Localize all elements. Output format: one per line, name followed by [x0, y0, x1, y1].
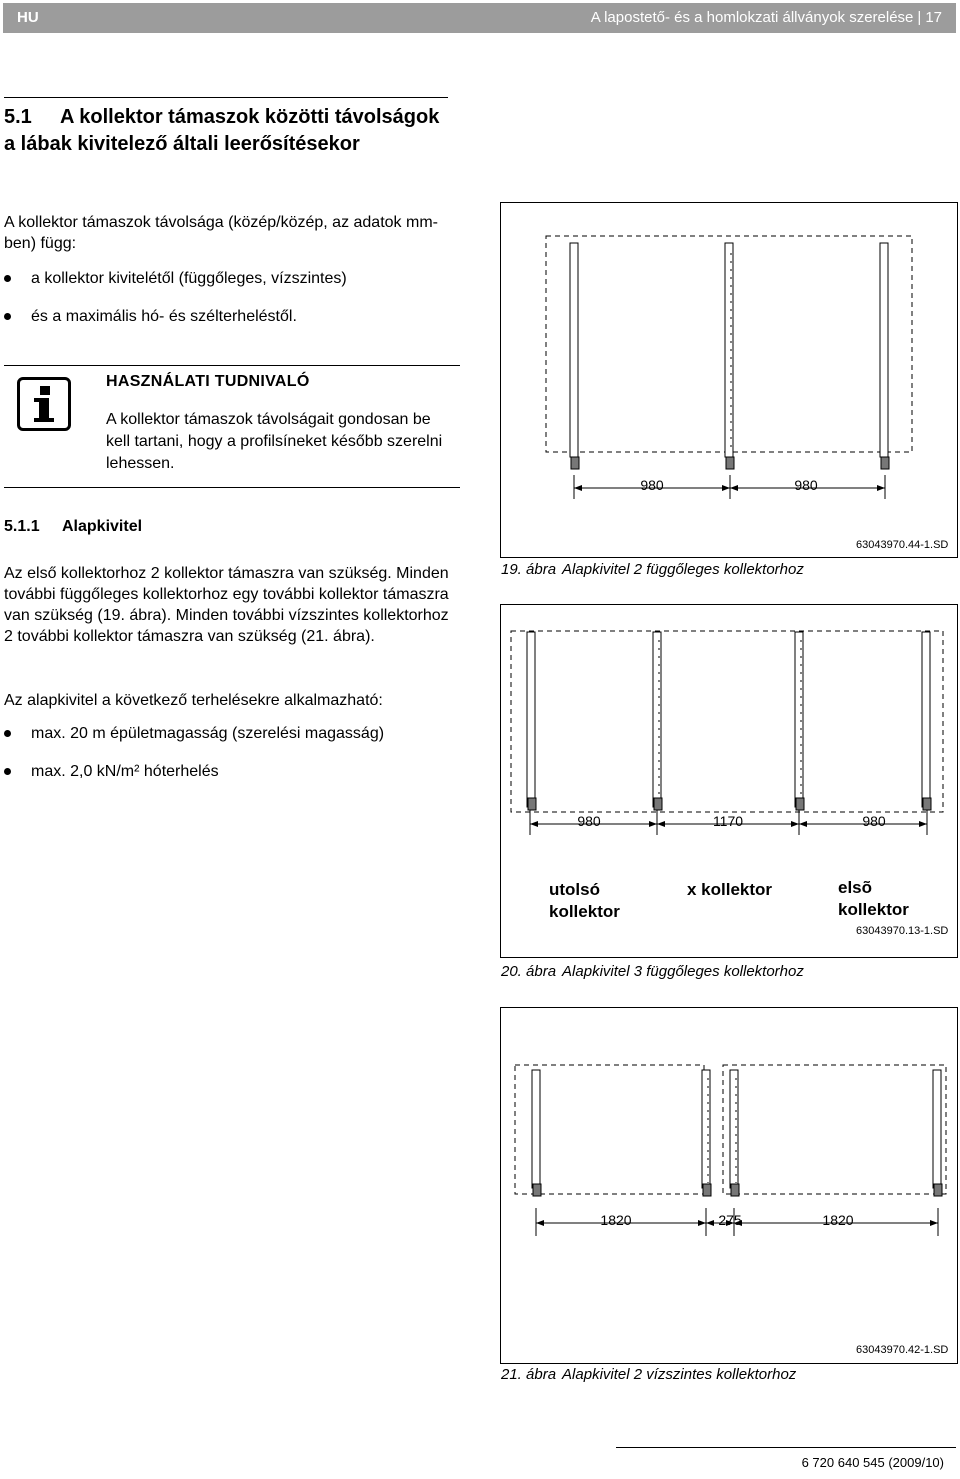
subsection-paragraph: Az első kollektorhoz 2 kollektor támaszra van szükség. Minden további függőleges kollektorhoz egy további kollektor támaszra van szükség (19. ábra). Minden további vízszintes kollektorhoz 2 további kollektor támaszra van szükség (21. ábra).: [4, 565, 449, 645]
figure-21: [500, 1007, 958, 1364]
note-top-rule: [4, 365, 460, 366]
footer-doc-number: 6 720 640 545 (2009/10): [801, 1455, 944, 1470]
language-code: HU: [17, 9, 39, 26]
caption-label: 19. ábra: [501, 561, 557, 578]
info-icon: [17, 377, 71, 431]
bullet-dot: [4, 275, 11, 282]
figure-20: [500, 604, 958, 958]
chapter-title: A lapostető- és a homlokzati állványok szerelése: [590, 9, 914, 26]
page-number: 17: [925, 9, 942, 26]
dimension-label: 980: [577, 813, 601, 829]
dimension-label: 275: [718, 1212, 742, 1228]
collector-support: [880, 243, 889, 469]
figure-21-drawing: [501, 1008, 959, 1365]
section-intro: A kollektor támaszok távolsága (közép/közép, az adatok mm-ben) függ:: [4, 214, 438, 252]
collector-support: [702, 1070, 711, 1196]
subsection-number: 5.1.1: [4, 518, 40, 535]
figure-19-drawing: [501, 203, 959, 559]
subsection-heading: [4, 518, 142, 536]
dimension-label: 1820: [822, 1212, 854, 1228]
footer-rule: [616, 1447, 956, 1448]
bullet-text: max. 2,0 kN/m² hóterhelés: [31, 763, 219, 780]
page-header: [3, 3, 956, 33]
figure-caption: [501, 963, 804, 980]
dimension-label: 980: [862, 813, 886, 829]
collector-support: [532, 1070, 541, 1196]
caption-text: Alapkivitel 2 függőleges kollektorhoz: [562, 561, 804, 578]
subsection-paragraph-2: Az alapkivitel a következő terhelésekre alkalmazható:: [4, 692, 383, 709]
section-heading: [4, 104, 444, 158]
bullet-dot: [4, 730, 11, 737]
caption-text: Alapkivitel 2 vízszintes kollektorhoz: [562, 1366, 797, 1383]
figure-caption: [501, 561, 804, 578]
subsection-title: Alapkivitel: [62, 518, 143, 535]
dimension-label: 1820: [600, 1212, 632, 1228]
bullet-text: max. 20 m épületmagasság (szerelési magasság): [31, 725, 385, 742]
collector-support: [795, 632, 804, 810]
note-body: A kollektor támaszok távolságait gondosan be kell tartani, hogy a profilsíneket később szerelni lehessen.: [106, 411, 443, 472]
collector-support: [653, 632, 662, 810]
bullet-dot: [4, 768, 11, 775]
header-title: [591, 9, 942, 26]
collector-support: [730, 1070, 739, 1196]
note-title: HASZNÁLATI TUDNIVALÓ: [106, 373, 310, 390]
collector-support: [933, 1070, 942, 1196]
dimension-label: 980: [794, 477, 818, 493]
caption-text: Alapkivitel 3 függőleges kollektorhoz: [562, 963, 804, 980]
collector-support: [570, 243, 579, 469]
figure-caption: [501, 1366, 796, 1383]
bullet-dot: [4, 313, 11, 320]
collector-label: elsõ kollektor: [838, 878, 909, 919]
bullet-text: és a maximális hó- és szélterheléstől.: [31, 308, 297, 325]
figure-19: [500, 202, 958, 558]
figure-code: 63043970.42-1.SD: [856, 1344, 949, 1356]
collector-label: x kollektor: [687, 880, 773, 899]
collector-support: [527, 632, 536, 810]
dimension-label: 980: [640, 477, 664, 493]
caption-label: 20. ábra: [501, 963, 557, 980]
figure-code: 63043970.13-1.SD: [856, 925, 949, 937]
caption-label: 21. ábra: [501, 1366, 557, 1383]
section-rule: [4, 97, 448, 98]
collector-support: [725, 243, 734, 469]
bullet-text: a kollektor kivitelétől (függőleges, vízszintes): [31, 270, 347, 287]
header-separator: |: [917, 9, 922, 26]
collector-label: utolsó kollektor: [549, 880, 620, 921]
collector-support: [922, 632, 931, 810]
figure-code: 63043970.44-1.SD: [856, 539, 949, 551]
note-bottom-rule: [4, 487, 460, 488]
section-title: A kollektor támaszok közötti távolságok a lábak kivitelező általi leerősítésekor: [4, 106, 440, 155]
section-number: 5.1: [4, 106, 32, 128]
dimension-label: 1170: [712, 813, 744, 829]
